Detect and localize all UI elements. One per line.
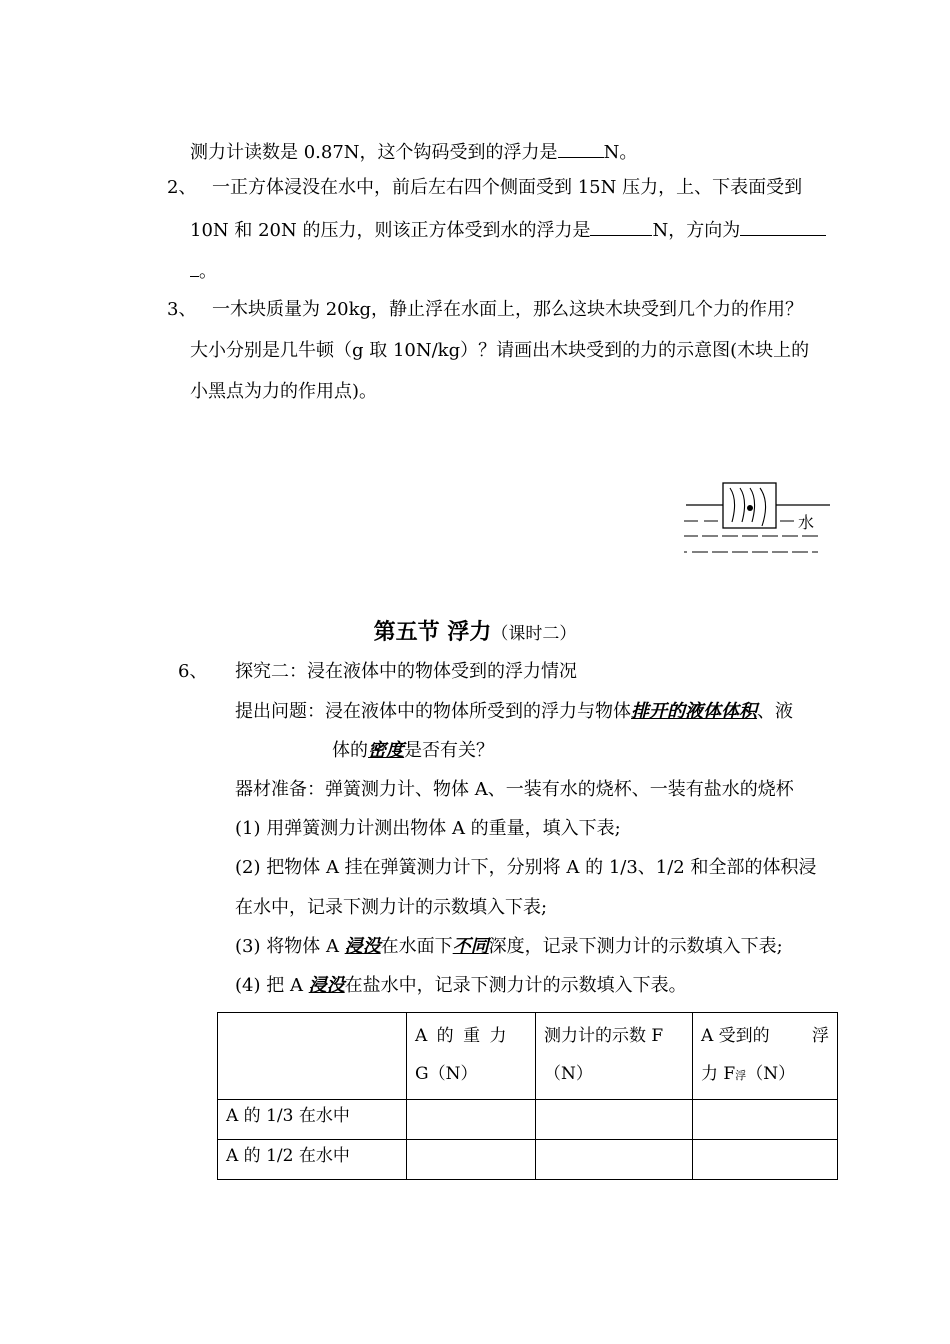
q6-step4-text-b: 在盐水中，记录下测力计的示数填入下表。	[344, 975, 687, 996]
reading-cell[interactable]	[536, 1100, 693, 1140]
header-empty-cell	[218, 1013, 407, 1100]
q6-step1: (1) 用弹簧测力计测出物体 A 的重量，填入下表;	[235, 818, 621, 839]
q1-answer-blank[interactable]	[558, 139, 604, 158]
header-gravity	[407, 1013, 536, 1100]
force-point	[747, 505, 753, 511]
q3-number: 3、	[167, 299, 197, 320]
q6-question-text-d: 是否有关？	[404, 740, 494, 761]
q6-step2-line1: (2) 把物体 A 挂在弹簧测力计下，分别将 A 的 1/3、1/2 和全部的体积浸	[235, 857, 817, 878]
q6-step3-emphasis-different: 不同	[452, 936, 489, 957]
header-buoyancy-line2	[701, 1055, 829, 1095]
q6-step3-text-c: 深度，记录下测力计的示数填入下表;	[488, 936, 783, 957]
section-title-main: 第五节 浮力	[373, 619, 492, 645]
row-label: A 的 1/3 在水中	[218, 1100, 407, 1140]
q6-number: 6、	[178, 661, 208, 682]
q6-question-text-b: 、液	[757, 701, 793, 722]
gravity-cell[interactable]	[407, 1140, 536, 1180]
q6-question-line2	[332, 739, 494, 763]
q6-emphasis-density: 密度	[368, 740, 404, 761]
header-buoyancy-text-b: 浮	[812, 1026, 829, 1046]
section-title	[0, 618, 950, 648]
header-buoyancy-line1	[701, 1017, 829, 1055]
q2-end: 。	[199, 261, 217, 282]
q6-materials: 器材准备：弹簧测力计、物体 A、一装有水的烧杯、一装有盐水的烧杯	[235, 779, 794, 800]
table-row	[218, 1100, 838, 1140]
q2-number: 2、	[167, 177, 197, 198]
row-label: A 的 1/2 在水中	[218, 1140, 407, 1180]
q2-line2	[190, 217, 826, 243]
q3-line2: 大小分别是几牛顿（g 取 10N/kg）？请画出木块受到的力的示意图(木块上的	[190, 340, 810, 361]
header-buoyancy-unit: （N）	[746, 1064, 796, 1084]
floating-block-figure[interactable]	[680, 478, 840, 567]
q6-step3	[235, 935, 783, 959]
q2-direction-blank-cont[interactable]	[190, 258, 199, 277]
section-title-sub: （课时二）	[491, 624, 577, 644]
buoyancy-cell[interactable]	[693, 1100, 838, 1140]
q6-heading: 探究二：浸在液体中的物体受到的浮力情况	[235, 661, 577, 682]
q2-line1: 一正方体浸没在水中，前后左右四个侧面受到 15N 压力，上、下表面受到	[212, 177, 803, 198]
q6-emphasis-volume: 排开的液体体积	[631, 701, 757, 722]
header-buoyancy	[693, 1013, 838, 1100]
table-header-row	[218, 1013, 838, 1100]
q6-step4	[235, 974, 687, 998]
q2-force-blank[interactable]	[590, 217, 652, 236]
q6-step3-text-b: 在水面下	[380, 936, 453, 957]
q3-line3: 小黑点为力的作用点)。	[190, 381, 378, 402]
q6-question-text: 提出问题：浸在液体中的物体所受到的浮力与物体	[235, 701, 631, 722]
q2-line3	[190, 258, 217, 284]
header-buoyancy-text: A 受到的	[701, 1026, 770, 1046]
q6-step3-emphasis-immersed: 浸没	[344, 936, 381, 957]
header-reading-line2: （N）	[544, 1064, 593, 1084]
q6-question-line1	[235, 700, 793, 724]
q3-line1: 一木块质量为 20kg，静止浮在水面上，那么这块木块受到几个力的作用？	[212, 299, 804, 320]
header-buoyancy-force: 力 F	[701, 1064, 736, 1084]
header-reading-line1: 测力计的示数 F	[544, 1026, 664, 1046]
gravity-cell[interactable]	[407, 1100, 536, 1140]
header-gravity-line1: A 的 重 力	[415, 1026, 509, 1046]
q1-tail-text: 测力计读数是 0.87N，这个钩码受到的浮力是	[190, 142, 558, 163]
header-reading	[536, 1013, 693, 1100]
header-buoyancy-subscript: 浮	[735, 1069, 747, 1082]
table-row	[218, 1140, 838, 1180]
floating-block-diagram	[680, 478, 840, 562]
q2-line2-mid: N，方向为	[652, 220, 741, 241]
q6-step4-text-a: (4) 把 A	[235, 975, 309, 996]
water-label: 水	[798, 513, 815, 532]
q6-step2-line2: 在水中，记录下测力计的示数填入下表;	[235, 897, 548, 918]
reading-cell[interactable]	[536, 1140, 693, 1180]
header-gravity-line2: G（N）	[415, 1064, 478, 1084]
q6-question-text-c: 体的	[332, 740, 368, 761]
q6-step4-emphasis-immersed: 浸没	[308, 975, 345, 996]
q2-line2-text: 10N 和 20N 的压力，则该正方体受到水的浮力是	[190, 220, 591, 241]
q1-tail-line	[190, 139, 637, 165]
q1-unit: N。	[603, 142, 638, 163]
results-table	[217, 1012, 838, 1180]
buoyancy-cell[interactable]	[693, 1140, 838, 1180]
q6-step3-text-a: (3) 将物体 A	[235, 936, 345, 957]
q2-direction-blank[interactable]	[740, 217, 826, 236]
